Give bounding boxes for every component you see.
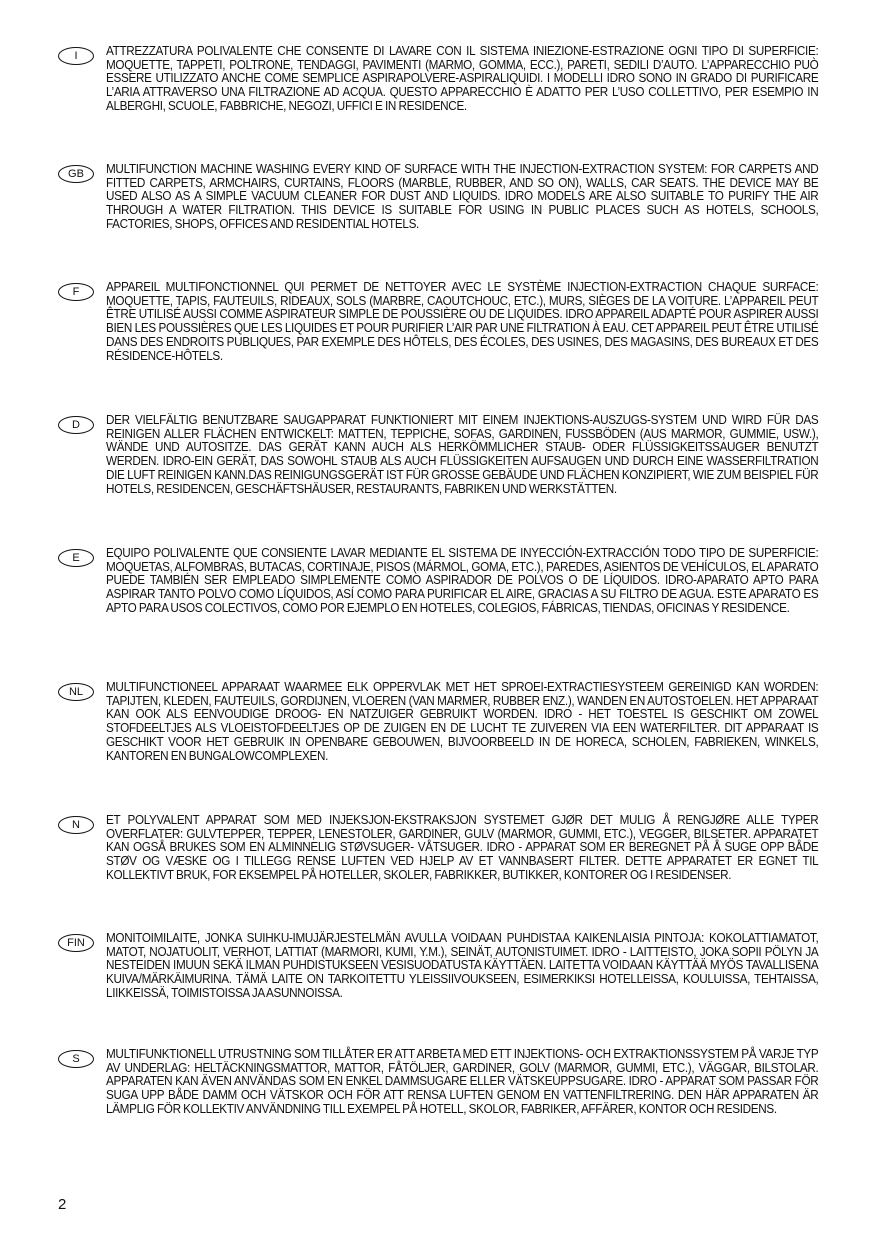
section-text-spanish: EQUIPO POLIVALENTE QUE CONSIENTE LAVAR MEDIANTE EL SISTEMA DE INYECCIÓN-EXTRACCIÓN TODO TIPO DE SUPERFICIE: MOQUETAS, ALFOMBRAS, BUTACAS, CORTINAJE, PISOS (MÁRMOL, GOMA, ETC.), PAREDES, ASIENTOS DE VEHÍCULOS, EL APARATO PUEDE TAMBIÉN SER EMPLEADO SIMPLEMENTE COMO ASPIRADOR DE POLVOS O DE LÍQUIDOS. IDRO-APARATO APTO PARA ASPIRAR TANTO POLVO COMO LÍQUIDOS, ASÍ COMO PARA PURIFICAR EL AIRE, GRACIAS A SU FILTRO DE AGUA. ESTE APARATO ES APTO PARA USOS COLECTIVOS, COMO POR EJEMPLO EN HOTELES, COLEGIOS, FÁBRICAS, TIENDAS, OFICINAS Y RESIDENCE. [106,546,819,615]
language-badge-s: S [58,1050,94,1068]
section-text-norwegian: ET POLYVALENT APPARAT SOM MED INJEKSJON-EKSTRAKSJON SYSTEMET GJØR DET MULIG Å RENGJØRE ALLE TYPER OVERFLATER: GULVTEPPER, TEPPER, LENESTOLER, GARDINER, GULV (MARMOR, GUMMI, ETC.), VEGGER, BILSETER. APPARATET KAN OGSÅ BRUKES SOM EN ALMINNELIG STØVSUGER- VÅTSUGER. IDRO - APPARAT SOM ER BEREGNET PÅ Å SUGE OPP BÅDE STØV OG VÆSKE OG I TILLEGG RENSE LUFTEN VED HJELP AV ET VANNBASERT FILTER. DETTE APPARATET ER EGNET TIL KOLLEKTIVT BRUK, FOR EKSEMPEL PÅ HOTELLER, SKOLER, FABRIKKER, BUTIKKER, KONTORER OG I RESIDENSER. [106,813,819,882]
language-badge-n: N [58,816,94,834]
section-text-german: DER VIELFÄLTIG BENUTZBARE SAUGAPPARAT FUNKTIONIERT MIT EINEM INJEKTIONS-AUSZUGS-SYSTEM UND WIRD FÜR DAS REINIGEN ALLER FLÄCHEN ENTWICKELT: MATTEN, TEPPICHE, SOFAS, GARDINEN, FUSSBÖDEN (AUS MARMOR, GUMMIE, USW.), WÄNDE UND AUTOSITZE. DAS GERÄT KANN AUCH ALS HERKÖMMLICHER STAUB- ODER FLÜSSIGKEITSSAUGER BENUTZT WERDEN. IDRO-EIN GERÄT, DAS SOWOHL STAUB ALS AUCH FLÜSSIGKEITEN AUFSAUGEN UND DURCH EINE WASSERFILTRATION DIE LUFT REINIGEN KANN.DAS REINIGUNGSGERÄT IST FÜR GROSSE GEBÄUDE UND FLÄCHEN KONZIPIERT, WIE ZUM BEISPIEL FÜR HOTELS, RESIDENCEN, GESCHÄFTSHÄUSER, RESTAURANTS, FABRIKEN UND WERKSTÄTTEN. [106,413,819,496]
language-badge-d: D [58,416,94,434]
section-text-french: APPAREIL MULTIFONCTIONNEL QUI PERMET DE NETTOYER AVEC LE SYSTÈME INJECTION-EXTRACTION CHAQUE SURFACE: MOQUETTE, TAPIS, FAUTEUILS, RIDEAUX, SOLS (MARBRE, CAOUTCHOUC, ETC.), MURS, SIÈGES DE LA VOITURE. L’APPAREIL PEUT ÊTRE UTILISÉ AUSSI COMME ASPIRATEUR SIMPLE DE POUSSIÈRE OU DE LIQUIDES. IDRO APPAREIL ADAPTÉ POUR ASPIRER AUSSI BIEN LES POUSSIÈRES QUE LES LIQUIDES ET POUR PURIFIER L’AIR PAR UNE FILTRATION À EAU. CET APPAREIL PEUT ÊTRE UTILISÉ DANS DES ENDROITS PUBLIQUES, PAR EXEMPLE DES HÔTELS, DES ÉCOLES, DES USINES, DES MAGASINS, DES BUREAUX ET DES RÉSIDENCE-HÔTELS. [106,280,819,363]
section-text-italian: ATTREZZATURA POLIVALENTE CHE CONSENTE DI LAVARE CON IL SISTEMA INIEZIONE-ESTRAZIONE OGNI TIPO DI SUPERFICIE: MOQUETTE, TAPPETI, POLTRONE, TENDAGGI, PAVIMENTI (MARMO, GOMMA, ECC.), PARETI, SEDILI D’AUTO. L’APPARECCHIO PUÒ ESSERE UTILIZZATO ANCHE COME SEMPLICE ASPIRAPOLVERE-ASPIRALIQUIDI. I MODELLI IDRO SONO IN GRADO DI PURIFICARE L’ARIA ATTRAVERSO UNA FILTRAZIONE AD ACQUA. QUESTO APPARECCHIO È ADATTO PER L’USO COLLETTIVO, PER ESEMPIO IN ALBERGHI, SCUOLE, FABBRICHE, NEGOZI, UFFICI E IN RESIDENCE. [106,44,819,113]
language-badge-f: F [58,283,94,301]
section-text-english: MULTIFUNCTION MACHINE WASHING EVERY KIND OF SURFACE WITH THE INJECTION-EXTRACTION SYSTEM: FOR CARPETS AND FITTED CARPETS, ARMCHAIRS, CURTAINS, FLOORS (MARBLE, RUBBER, AND SO ON), WALLS, CAR SEATS. THE DEVICE MAY BE USED ALSO AS A SIMPLE VACUUM CLEANER FOR DUST AND LIQUIDS. IDRO MODELS ARE ALSO SUITABLE TO PURIFY THE AIR THROUGH A WATER FILTRATION. THIS DEVICE IS SUITABLE FOR USING IN PUBLIC PLACES SUCH AS HOTELS, SCHOOLS, FACTORIES, SHOPS, OFFICES AND RESIDENTIAL HOTELS. [106,162,819,231]
language-badge-fin: FIN [58,934,94,952]
language-badge-e: E [58,549,94,567]
page-number: 2 [58,1196,67,1213]
language-badge-gb: GB [58,165,94,183]
section-text-swedish: MULTIFUNKTIONELL UTRUSTNING SOM TILLÅTER ER ATT ARBETA MED ETT INJEKTIONS- OCH EXTRAKTIONSSYSTEM PÅ VARJE TYP AV UNDERLAG: HELTÄCKNINGSMATTOR, MATTOR, FÅTÖLJER, GARDINER, GOLV (MARMOR, GUMMI, ETC.), VÄGGAR, BILSTOLAR. APPARATEN KAN ÄVEN ANVÄNDAS SOM EN ENKEL DAMMSUGARE ELLER VÄTSKEUPPSUGARE. IDRO - APPARAT SOM PASSAR FÖR SUGA UPP BÅDE DAMM OCH VÄTSKOR OCH FÖR ATT RENSA LUFTEN GENOM EN VATTENFILTRERING. DEN HÄR APPARATEN ÄR LÄMPLIG FÖR KOLLEKTIV ANVÄNDNING TILL EXEMPEL PÅ HOTELL, SKOLOR, FABRIKER, AFFÄRER, KONTOR OCH RESIDENS. [106,1047,819,1116]
section-text-finnish: MONITOIMILAITE, JONKA SUIHKU-IMUJÄRJESTELMÄN AVULLA VOIDAAN PUHDISTAA KAIKENLAISIA PINTOJA: KOKOLATTIAMATOT, MATOT, NOJATUOLIT, VERHOT, LATTIAT (MARMORI, KUMI, Y.M.), SEINÄT, AUTONISTUIMET. IDRO - LAITTEISTO, JOKA SOPII PÖLYN JA NESTEIDEN IMUUN SEKÄ ILMAN PUHDISTUKSEEN VESISUODATUSTA KÄYTTÄEN. LAITETTA VOIDAAN KÄYTTÄÄ MYÖS TAVALLISENA KUIVA/MÄRKÄIMURINA. TÄMÄ LAITE ON TARKOITETTU YLEISSIIVOUKSEEN, ESIMERKIKSI HOTELLEISSA, KOULUISSA, TEHTAISSA, LIIKKEISSÄ, TOIMISTOISSA JA ASUNNOISSA. [106,931,819,1000]
language-badge-nl: NL [58,683,94,701]
language-badge-i: I [58,47,94,65]
section-text-dutch: MULTIFUNCTIONEEL APPARAAT WAARMEE ELK OPPERVLAK MET HET SPROEI-EXTRACTIESYSTEEM GEREINIGD KAN WORDEN: TAPIJTEN, KLEDEN, FAUTEUILS, GORDIJNEN, VLOEREN (VAN MARMER, RUBBER ENZ.), WANDEN EN AUTOSTOELEN. HET APPARAAT KAN OOK ALS EENVOUDIGE DROOG- EN NATZUIGER GEBRUIKT WORDEN. IDRO - HET TOESTEL IS GESCHIKT OM ZOWEL STOFDEELTJES ALS VLOEISTOFDEELTJES OP DE ZUIGEN EN DE LUCHT TE ZUIVEREN VIA EEN WATERFILTER. DIT APPARAAT IS GESCHIKT VOOR HET GEBRUIK IN OPENBARE GEBOUWEN, BIJVOORBEELD IN DE HORECA, SCHOLEN, FABRIEKEN, WINKELS, KANTOREN EN BUNGALOWCOMPLEXEN. [106,680,819,763]
